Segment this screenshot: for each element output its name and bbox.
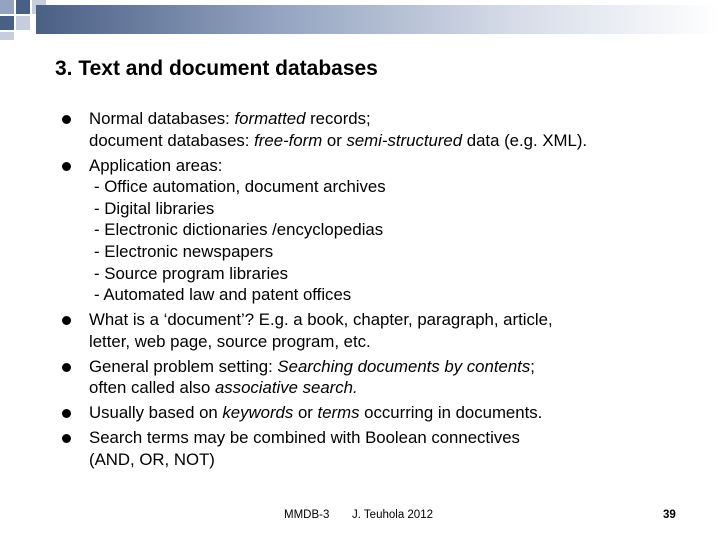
- text-segment: - Electronic newspapers: [94, 241, 274, 261]
- header-band: [36, 5, 720, 34]
- bullet-item: [62, 427, 702, 470]
- bullet-dot-icon: [62, 434, 71, 443]
- bullet-item: [62, 108, 702, 151]
- bullet-item: [62, 309, 702, 352]
- text-segment: - Office automation, document archives: [94, 177, 386, 197]
- text-segment: occurring in documents.: [359, 403, 543, 423]
- text-segment: - Digital libraries: [94, 198, 215, 218]
- bullet-item: [62, 402, 702, 424]
- bullet-line: [89, 331, 702, 353]
- text-segment: document databases:: [89, 130, 255, 150]
- text-segment: Search terms may be combined with Boolean connectives: [89, 428, 520, 448]
- text-segment: or: [322, 130, 347, 150]
- text-segment: What is a ‘document’? E.g. a book, chapter, paragraph, article,: [89, 310, 553, 330]
- text-segment: - Source program libraries: [94, 263, 288, 283]
- text-segment: Usually based on: [89, 403, 223, 423]
- text-segment: often called also: [89, 378, 215, 398]
- bullet-line: [89, 309, 702, 331]
- bullet-line: [89, 108, 702, 130]
- text-segment: records;: [305, 109, 371, 128]
- emphasized-text: associative search.: [214, 378, 358, 398]
- text-segment: - Automated law and patent offices: [94, 285, 352, 305]
- bullet-item: [62, 155, 702, 306]
- emphasized-text: free-form: [254, 130, 323, 150]
- text-segment: Normal databases:: [89, 109, 235, 128]
- slide-title: 3. Text and document databases: [55, 57, 378, 80]
- text-segment: General problem setting:: [89, 356, 278, 376]
- bullet-line: [89, 219, 702, 241]
- bullet-item: [62, 356, 702, 399]
- bullet-dot-icon: [62, 409, 71, 418]
- bullet-line: [89, 284, 702, 306]
- deco-square: [0, 32, 14, 40]
- emphasized-text: Searching documents by contents: [277, 356, 531, 376]
- bullet-line: [89, 176, 702, 198]
- bullet-line: [89, 130, 702, 152]
- text-segment: letter, web page, source program, etc.: [89, 331, 371, 351]
- page-number: 39: [663, 509, 676, 521]
- bullet-line: [89, 377, 702, 399]
- bullet-line: [89, 263, 702, 285]
- footer-author: J. Teuhola 2012: [352, 509, 433, 521]
- bullet-line: [89, 356, 702, 378]
- deco-square: [0, 16, 14, 30]
- text-segment: or: [293, 403, 318, 423]
- text-segment: Application areas:: [89, 155, 223, 175]
- deco-square: [16, 16, 30, 30]
- bullet-line: [89, 427, 702, 449]
- text-segment: data (e.g. XML).: [462, 130, 588, 150]
- bullet-line: [89, 241, 702, 263]
- deco-square: [0, 0, 14, 14]
- bullet-list: [62, 108, 702, 474]
- emphasized-text: terms: [317, 403, 360, 423]
- bullet-dot-icon: [62, 316, 71, 325]
- emphasized-text: semi-structured: [346, 130, 463, 150]
- text-segment: (AND, OR, NOT): [89, 449, 215, 469]
- bullet-line: [89, 198, 702, 220]
- emphasized-text: keywords: [222, 403, 294, 423]
- header-decoration: [0, 0, 720, 40]
- emphasized-text: formatted: [234, 109, 306, 128]
- bullet-line: [89, 402, 702, 424]
- text-segment: ;: [530, 356, 535, 376]
- deco-square: [16, 0, 30, 14]
- text-segment: - Electronic dictionaries /encyclopedias: [94, 220, 384, 240]
- bullet-dot-icon: [62, 162, 71, 171]
- bullet-line: [89, 449, 702, 471]
- bullet-line: [89, 155, 702, 177]
- bullet-dot-icon: [62, 363, 71, 372]
- bullet-dot-icon: [62, 115, 71, 124]
- footer-course: MMDB-3: [284, 509, 330, 521]
